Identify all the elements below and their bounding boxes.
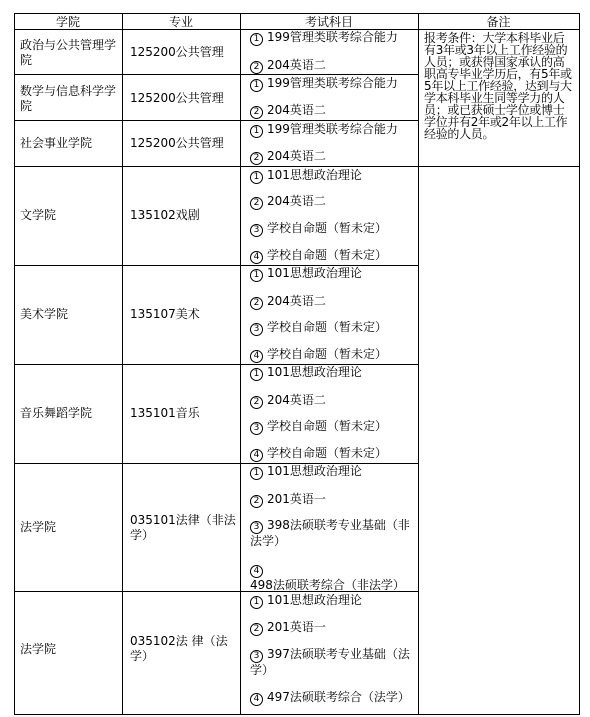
subject-item [250, 320, 416, 336]
circled-number-icon: 2 [250, 495, 263, 508]
major-cell: 125200公共管理 [130, 136, 224, 150]
subject-item [250, 446, 416, 462]
major-cell: 125200公共管理 [130, 45, 224, 59]
college-cell: 文学院 [20, 208, 57, 222]
subject-item [250, 518, 416, 549]
subject-item [250, 492, 416, 508]
subject-text: 101思想政治理论 [267, 266, 362, 280]
circled-number-icon: 1 [250, 596, 263, 609]
subject-item [250, 149, 416, 165]
subject-text: 学校自命题（暂未定） [267, 347, 388, 361]
subject-text: 199管理类联考综合能力 [267, 30, 398, 44]
subject-text: 学校自命题（暂未定） [267, 221, 388, 235]
subject-item [250, 593, 416, 609]
circled-number-icon: 1 [250, 33, 263, 46]
circled-number-icon: 3 [250, 422, 263, 435]
subject-text: 199管理类联考综合能力 [267, 122, 398, 136]
header-subjects: 考试科目 [304, 15, 353, 29]
subject-text: 学校自命题（暂未定） [267, 446, 388, 460]
subject-text: 204英语二 [267, 103, 326, 117]
circled-number-icon: 3 [250, 521, 263, 534]
subject-text: 101思想政治理论 [267, 168, 362, 182]
subject-text: 学校自命题（暂未定） [267, 320, 388, 334]
college-cell: 法学院 [20, 520, 57, 534]
subject-item [250, 221, 416, 237]
major-cell: 035102法 律（法学） [130, 634, 228, 663]
circled-number-icon: 1 [250, 467, 263, 480]
subject-text: 498法硕联考综合（非法学） [250, 578, 405, 592]
circled-number-icon: 3 [250, 323, 263, 336]
circled-number-icon: 3 [250, 650, 263, 663]
subject-item [250, 248, 416, 264]
subject-text: 397法硕联考专业基础（法学） [250, 647, 410, 677]
circled-number-icon: 3 [250, 224, 263, 237]
subject-text: 201英语一 [267, 620, 326, 634]
subject-item [250, 58, 416, 74]
college-cell: 美术学院 [20, 307, 69, 321]
circled-number-icon: 2 [250, 297, 263, 310]
circled-number-icon: 1 [250, 269, 263, 282]
subject-item [250, 194, 416, 210]
subject-item [250, 393, 416, 409]
subject-text: 204英语二 [267, 294, 326, 308]
subject-item [250, 103, 416, 119]
subject-text: 204英语二 [267, 194, 326, 208]
subject-text: 199管理类联考综合能力 [267, 76, 398, 90]
header-major: 专业 [168, 15, 193, 29]
circled-number-icon: 4 [250, 693, 263, 706]
subject-item [250, 562, 416, 593]
circled-number-icon: 2 [250, 623, 263, 636]
subject-item [250, 266, 416, 282]
circled-number-icon: 2 [250, 396, 263, 409]
major-cell: 035101法律（非法学） [130, 513, 236, 542]
subject-item [250, 122, 416, 138]
circled-number-icon: 2 [250, 106, 263, 119]
circled-number-icon: 2 [250, 61, 263, 74]
college-cell: 法学院 [20, 642, 57, 656]
subject-text: 201英语一 [267, 492, 326, 506]
major-cell: 135102戏剧 [130, 208, 200, 222]
circled-number-icon: 4 [250, 350, 263, 363]
circled-number-icon: 1 [250, 171, 263, 184]
subject-text: 204英语二 [267, 149, 326, 163]
college-cell: 政治与公共管理学院 [20, 38, 117, 67]
subject-text: 学校自命题（暂未定） [267, 248, 388, 262]
subject-text: 101思想政治理论 [267, 365, 362, 379]
circled-number-icon: 4 [250, 251, 263, 264]
admission-note: 报考条件：大学本科毕业后有3年或3年以上工作经验的人员；或获得国家承认的高职高专毕业学历后，有5年或5年以上工作经验，达到与大学本科毕业生同等学力的人员；或已获硕士学位或博士学位并有2年或2年以上工作经验的人员。 [424, 31, 572, 141]
subject-item [250, 464, 416, 480]
header-college: 学院 [55, 15, 80, 29]
circled-number-icon: 2 [250, 197, 263, 210]
subject-item [250, 30, 416, 46]
college-cell: 数学与信息科学学院 [20, 84, 117, 113]
circled-number-icon: 1 [250, 125, 263, 138]
subject-text: 学校自命题（暂未定） [267, 419, 388, 433]
major-cell: 125200公共管理 [130, 91, 224, 105]
subject-text: 497法硕联考综合（法学） [267, 690, 410, 704]
circled-number-icon: 1 [250, 79, 263, 92]
subject-item [250, 347, 416, 363]
subject-item [250, 620, 416, 636]
circled-number-icon: 4 [250, 565, 263, 578]
header-note: 备注 [486, 15, 511, 29]
subject-item [250, 419, 416, 435]
subject-item [250, 690, 416, 706]
subject-text: 204英语二 [267, 58, 326, 72]
circled-number-icon: 2 [250, 152, 263, 165]
college-cell: 社会事业学院 [20, 136, 93, 150]
college-cell: 音乐舞蹈学院 [20, 406, 93, 420]
subject-text: 101思想政治理论 [267, 593, 362, 607]
subject-item [250, 294, 416, 310]
subject-item [250, 76, 416, 92]
circled-number-icon: 1 [250, 368, 263, 381]
subject-text: 101思想政治理论 [267, 464, 362, 478]
subject-item [250, 168, 416, 184]
subject-item [250, 647, 416, 678]
subject-text: 398法硕联考专业基础（非法学） [250, 518, 410, 548]
subject-item [250, 365, 416, 381]
circled-number-icon: 4 [250, 449, 263, 462]
major-cell: 135107美术 [130, 307, 200, 321]
major-cell: 135101音乐 [130, 406, 200, 420]
subject-text: 204英语二 [267, 393, 326, 407]
